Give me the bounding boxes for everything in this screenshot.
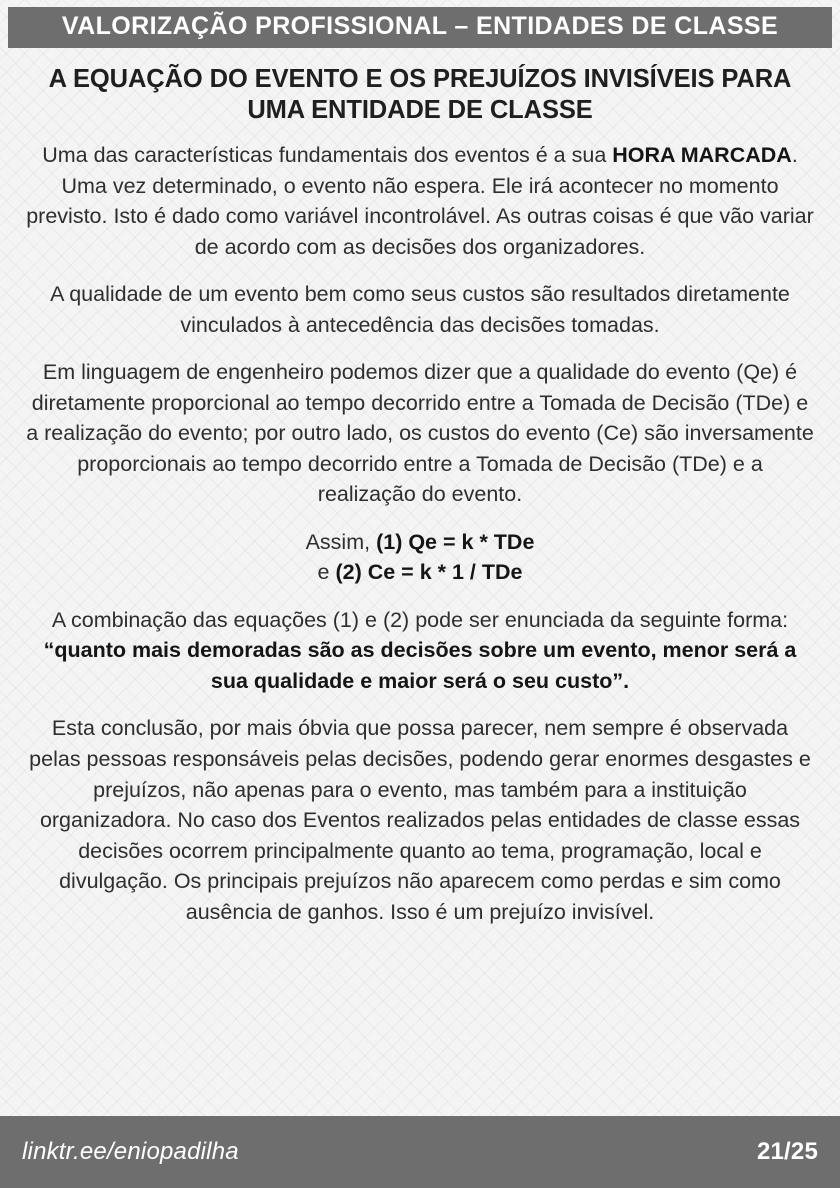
text-run: Em linguagem de engenheiro podemos dizer que a qualidade do evento (Qe) é diretamente proporcional ao tempo decorrido entre a Tomada de Decisão (TDe) e a realização do evento; por outro lado, os custos do evento (Ce) são inversamente proporcionais ao tempo decorrido entre a Tomada de Decisão (TDe) e a realização do evento. [26, 360, 814, 507]
paragraph-3 [26, 357, 814, 510]
page-title: A EQUAÇÃO DO EVENTO E OS PREJUÍZOS INVISÍVEIS PARA UMA ENTIDADE DE CLASSE [48, 65, 792, 125]
page-number: 21/25 [756, 1138, 818, 1165]
equation-block [26, 527, 814, 588]
equation-line-2-formula: (2) Ce = k * 1 / TDe [335, 560, 523, 585]
slide-banner-title: VALORIZAÇÃO PROFISSIONAL – ENTIDADES DE CLASSE [8, 7, 832, 48]
paragraph-1 [26, 140, 814, 262]
equation-line-2-prefix: e [317, 560, 336, 585]
text-emphasis: “quanto mais demoradas são as decisões sobre um evento, menor será a sua qualidade e maior será o seu custo”. [43, 638, 797, 693]
equation-line-2 [26, 557, 814, 588]
text-run: . Uma vez determinado, o evento não espera. Ele irá acontecer no momento previsto. Isto é dado como variável incontrolável. As outras coisas é que vão variar de acordo com as decisões dos organizadores. [26, 143, 814, 259]
equation-line-1-prefix: Assim, [305, 529, 377, 554]
text-run: A combinação das equações (1) e (2) pode ser enunciada da seguinte forma: [51, 607, 789, 632]
text-run: Uma das características fundamentais dos eventos é a sua [42, 143, 613, 168]
slide-footer [0, 1116, 840, 1188]
paragraph-4 [26, 605, 814, 697]
equation-line-1 [306, 530, 535, 554]
text-run: A qualidade de um evento bem como seus custos são resultados diretamente vinculados à antecedência das decisões tomadas. [50, 282, 790, 337]
slide-content [0, 48, 840, 1066]
equation-line-1-formula: (1) Qe = k * TDe [376, 529, 535, 554]
paragraph-5 [26, 713, 814, 927]
text-run: Esta conclusão, por mais óbvia que possa parecer, nem sempre é observada pelas pessoas responsáveis pelas decisões, podendo gerar enormes desgastes e prejuízos, não apenas para o evento, mas também para a instituição organizadora. No caso dos Eventos realizados pelas entidades de classe essas decisões ocorrem principalmente quanto ao tema, programação, local e divulgação. Os principais prejuízos não aparecem como perdas e sim como ausência de ganhos. Isso é um prejuízo invisível. [29, 716, 811, 924]
paragraph-2 [26, 279, 814, 340]
footer-link[interactable]: linktr.ee/eniopadilha [22, 1138, 239, 1165]
text-emphasis: HORA MARCADA [612, 143, 792, 168]
